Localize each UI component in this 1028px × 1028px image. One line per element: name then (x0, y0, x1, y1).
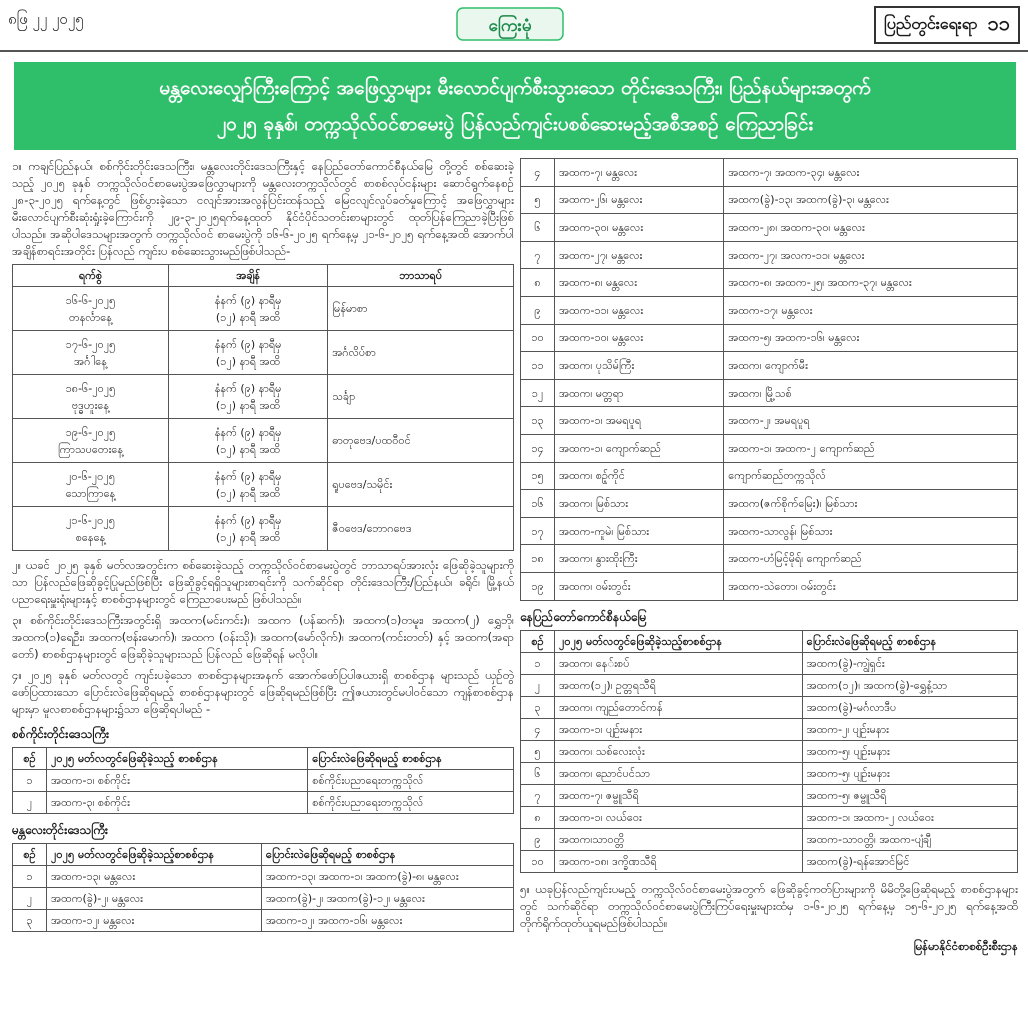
mandalay-table (12, 843, 514, 932)
schedule-row (13, 375, 514, 419)
mandalay-cont-row (521, 324, 1018, 352)
mandalay-cont-old-centre: အထက၊ မတ္တရာ (555, 379, 724, 407)
schedule-date: ၂၁-၆-၂၀၂၅ (66, 513, 115, 527)
mandalay-cont-no: ၁၅ (521, 462, 555, 490)
mandalay-cont-old-centre: အထက-၁၊ ကျောက်ဆည် (555, 434, 724, 462)
mandalay-cont-new-centre: အထက-၅၊ အထက-၁၆၊ မန္တလေး (724, 324, 1018, 352)
naypyitaw-new-centre: အထက(၁၂)၊ အထက(ခွဲ)-ရွှေနံ့သာ (802, 674, 1017, 696)
mandalay-cont-old-centre: အထက-ကူမဲ၊ မြစ်သား (555, 517, 724, 545)
schedule-date-cell (13, 507, 169, 551)
schedule-subject: ဓာတုဗေဒ/ပထဝီဝင် (328, 419, 514, 463)
naypyitaw-heading: နေပြည်တော်ကောင်စီနယ်မြေ (520, 609, 647, 624)
naypyitaw-old-centre: အထက-၁၊ ပျဉ်းမနား (555, 718, 803, 740)
schedule-time-cell (168, 463, 327, 507)
naypyitaw-new-centre: အထက(ခွဲ)-ကျွဲရှင်း (802, 652, 1017, 674)
mandalay-cont-new-centre: အထက-၈၊ အထက-၂၅၊ အထက-၃၇၊ မန္တလေး (724, 269, 1018, 297)
naypyitaw-new-centre: အထက-၅၊ ပျဉ်းမနား (802, 740, 1017, 762)
mandalay-cont-new-centre: အထက-ဟံမြင့်မိုရ်၊ ကျောက်ဆည် (724, 545, 1018, 573)
naypyitaw-old-centre: အထက၊သာဝတ္တိ (555, 828, 803, 850)
naypyitaw-old-centre: အထက၊ ကျည်တောင်ကန် (555, 696, 803, 718)
schedule-date-cell (13, 331, 169, 375)
naypyitaw-old-centre: အထက၊ ညောင်ပင်သာ (555, 762, 803, 784)
left-column (12, 158, 514, 932)
schedule-time-end: (၁၂) နာရီ အထိ (215, 486, 281, 500)
schedule-header-date: ရက်စွဲ (13, 265, 169, 287)
naypyitaw-no: ၃ (521, 696, 555, 718)
mandalay-cont-no: ၆ (521, 214, 555, 242)
schedule-day: စနေနေ့ (75, 530, 106, 544)
naypyitaw-no: ၉ (521, 828, 555, 850)
mandalay-new-centre: အထက-၁၂၊ အထက-၁၆၊ မန္တလေး (261, 910, 513, 932)
sagaing-header-old: ၂၀၂၅ မတ်လတွင်ဖြေဆိုခဲ့သည့် စာစစ်ဌာန (47, 748, 308, 770)
schedule-date: ၁၈-၆-၂၀၂၅ (65, 381, 116, 395)
paragraph-1: ၁။ ကချင်ပြည်နယ်၊ စစ်ကိုင်းတိုင်းဒေသကြီး၊ မန္တလေးတိုင်းဒေသကြီးနှင့် နေပြည်တော်ကောင်စီနယ်မြေ တို့တွင် စစ်ဆေးခဲ့သည့် ၂၀၂၅ ခုနှစ် တက္ကသိုလ်ဝင်စာမေးပွဲအဖြေလွှာများကို မန္တလေးတက္ကသိုလ်တွင် စာစစ်လုပ်ငန်းများ ဆောင်ရွက်နေစဉ် ၂၈-၃-၂၀၂၅ ရက်နေ့တွင် ဖြစ်ပွားခဲ့သော ငလျင်အားအလွန်ပြင်းထန်သည့် မြေငလျင်လှုပ်ခတ်မှုကြောင့် အဖြေလွှာများမီးလောင်ပျက်စီးဆုံးရှုံးခဲ့ကြောင်းကို ၂၉-၃-၂၀၂၅ရက်နေ့ထုတ် နိုင်ငံပိုင်သတင်းစာများတွင် ထုတ်ပြန်ကြေညာခဲ့ပြီးဖြစ်ပါသည်။ အဆိုပါဒေသများအတွက် တက္ကသိုလ်ဝင် စာမေးပွဲကို ၁၆-၆-၂၀၂၅ ရက်နေ့မှ ၂၁-၆-၂၀၂၅ ရက်နေ့အထိ အောက်ပါအချိန်စာရင်းအတိုင်း ပြန်လည် ကျင်းပ စစ်ဆေးသွားမည်ဖြစ်ပါသည်- (12, 159, 514, 258)
mandalay-cont-old-centre: အထက-၂၆၊ မန္တလေး (555, 186, 724, 214)
mandalay-cont-no: ၉ (521, 296, 555, 324)
mandalay-cont-new-centre: အထက-၂၇၊ အလက-၁၁၊ မန္တလေး (724, 241, 1018, 269)
schedule-date-cell (13, 375, 169, 419)
schedule-time-start: နံနက် (၉) နာရီမှ (214, 337, 282, 351)
mandalay-cont-row (521, 407, 1018, 435)
mandalay-cont-no: ၁၈ (521, 545, 555, 573)
mandalay-old-centre: အထက(ခွဲ)-၂၊ မန္တလေး (47, 888, 262, 910)
sagaing-header-new: ပြောင်းလဲဖြေဆိုရမည့် စာစစ်ဌာန (308, 748, 514, 770)
headline-line-1: မန္တလေးလျှော်ကြီးကြောင့် အဖြေလွှာများ မီးလောင်ပျက်စီးသွားသော တိုင်းဒေသကြီး၊ ပြည်နယ်များအတွက် (159, 77, 871, 99)
naypyitaw-new-centre: အထက-၂၊ ပျဉ်းမနား (802, 718, 1017, 740)
paragraph-3: ၃။ စစ်ကိုင်းတိုင်းဒေသကြီးအတွင်းရှိ အထက(မင်းကင်း)၊ အထက (ပန်ဆက်)၊ အထက(၁)တမူး၊ အထက(၂) ရွှေဘို၊ အထက(၁)ရေဦး၊ အထက(ဗန်းမောက်)၊ အထက (ဝန်းသို)၊ အထက(မော်လိုက်)၊ အထက(ကင်းတတ်) နှင့် အထက(အရာတော်) စာစစ်ဌာနများတွင် ဖြေဆိုခဲ့သူများသည် ပြန်လည် ဖြေဆိုရန် မလိုပါ။ (12, 613, 514, 661)
paragraph-4: ၄။ ၂၀၂၅ ခုနှစ် မတ်လတွင် ကျင်းပခဲ့သော စာစစ်ဌာနများအနက် အောက်ဖော်ပြပါဇယားရှိ စာစစ်ဌာန များသည် ယှဉ်တွဲဖော်ပြထားသော ပြောင်းလဲဖြေဆိုရမည့် စာစစ်ဌာနများတွင် ဖြေဆိုရမည်ဖြစ်ပြီး ဤဇယားတွင်မပါဝင်သော ကျန်စာစစ်ဌာနများမှာ မူလစာစစ်ဌာနများ၌သာ ဖြေဆိုရပါမည် - (12, 668, 514, 716)
schedule-time-end: (၁၂) နာရီ အထိ (215, 354, 281, 368)
mandalay-cont-old-centre: အထက၊ ဝမ်းတွင်း (555, 572, 724, 600)
mandalay-cont-old-centre: အထက-၂၇၊ မန္တလေး (555, 241, 724, 269)
schedule-subject: ဇီဝဗေဒ/ဘောဂဗေဒ (328, 507, 514, 551)
mandalay-cont-old-centre: အထက၊ ပုသိမ်ကြီး (555, 352, 724, 380)
naypyitaw-new-centre: အထက(ခွဲ)-ရန်အောင်မြင် (802, 850, 1017, 872)
mandalay-cont-new-centre: အထက(ခွဲ)-၁၃၊ အထက(ခွဲ)-၃၊ မန္တလေး (724, 186, 1018, 214)
mandalay-cont-no: ၁၃ (521, 407, 555, 435)
mandalay-cont-new-centre: အထက(ဇက်စိုက်မြေး)၊ မြစ်သား (724, 490, 1018, 518)
mandalay-row (13, 910, 514, 932)
sagaing-old-centre: အထက-၁၊ စစ်ကိုင်း (47, 770, 308, 792)
mandalay-header-no: စဉ် (13, 844, 47, 866)
naypyitaw-row (521, 740, 1018, 762)
sagaing-new-centre: စစ်ကိုင်းပညာရေးတက္ကသိုလ် (308, 770, 514, 792)
sagaing-table (12, 747, 514, 814)
mandalay-header-row (13, 844, 514, 866)
mandalay-cont-row (521, 517, 1018, 545)
sagaing-heading: စစ်ကိုင်းတိုင်းဒေသကြီး (12, 727, 110, 741)
mandalay-cont-new-centre: ကျောက်ဆည်တက္ကသိုလ် (724, 462, 1018, 490)
schedule-date-cell (13, 287, 169, 331)
sagaing-old-centre: အထက-၃၊ စစ်ကိုင်း (47, 792, 308, 814)
mandalay-cont-old-centre: အထက-၇၊ မန္တလေး (555, 159, 724, 187)
naypyitaw-old-centre: အထက-၇၊ ဇမ္ဗူသီရိ (555, 784, 803, 806)
naypyitaw-new-centre: အထက(ခွဲ)-မင်္ဂလာဒီပ (802, 696, 1017, 718)
naypyitaw-row (521, 762, 1018, 784)
naypyitaw-no: ၇ (521, 784, 555, 806)
mandalay-cont-row (521, 186, 1018, 214)
schedule-day: ဗုဒ္ဓဟူးနေ့ (71, 398, 110, 412)
naypyitaw-header-row (521, 630, 1018, 652)
schedule-day: သောကြာနေ့ (65, 486, 116, 500)
schedule-row (13, 287, 514, 331)
mandalay-no: ၁ (13, 866, 47, 888)
mandalay-cont-new-centre: အထက-သဲတော၊ ဝမ်းတွင်း (724, 572, 1018, 600)
mandalay-cont-no: ၁၇ (521, 517, 555, 545)
top-rule (0, 50, 1028, 52)
mandalay-old-centre: အထက-၁၃၊ မန္တလေး (47, 866, 262, 888)
naypyitaw-no: ၂ (521, 674, 555, 696)
naypyitaw-no: ၁၀ (521, 850, 555, 872)
schedule-time-start: နံနက် (၉) နာရီမှ (214, 469, 282, 483)
naypyitaw-table (520, 630, 1018, 873)
section-name: ပြည်တွင်းရေးရာ (884, 14, 978, 33)
mandalay-row (13, 888, 514, 910)
schedule-row (13, 507, 514, 551)
mandalay-cont-row (521, 545, 1018, 573)
sagaing-no: ၁ (13, 770, 47, 792)
naypyitaw-row (521, 850, 1018, 872)
mandalay-cont-old-centre: အထက-၁၀၊ မန္တလေး (555, 324, 724, 352)
schedule-time-end: (၁၂) နာရီ အထိ (215, 310, 281, 324)
sagaing-row (13, 792, 514, 814)
schedule-date: ၁၉-၆-၂၀၂၅ (65, 425, 116, 439)
naypyitaw-row (521, 674, 1018, 696)
naypyitaw-no: ၈ (521, 806, 555, 828)
mandalay-cont-new-centre: အထက၊ ကျောက်မီး (724, 352, 1018, 380)
mandalay-heading: မန္တလေးတိုင်းဒေသကြီး (12, 823, 108, 837)
naypyitaw-new-centre: အထက-၁၊ အထက-၂ လယ်ဝေး (802, 806, 1017, 828)
mandalay-cont-new-centre: အထက-၂၊ အမရပူရ (724, 407, 1018, 435)
mandalay-cont-row (521, 352, 1018, 380)
mandalay-cont-row (521, 379, 1018, 407)
mandalay-cont-row (521, 296, 1018, 324)
schedule-date: ၁၇-၆-၂၀၂၅ (65, 337, 116, 351)
schedule-time-cell (168, 507, 327, 551)
schedule-time-end: (၁၂) နာရီ အထိ (215, 398, 281, 412)
mandalay-table-continued (520, 158, 1018, 601)
mandalay-cont-no: ၅ (521, 186, 555, 214)
naypyitaw-new-centre: အထက-သာဝတ္တိ၊ အထက-ပျံချီ (802, 828, 1017, 850)
schedule-row (13, 419, 514, 463)
naypyitaw-no: ၆ (521, 762, 555, 784)
mandalay-row (13, 866, 514, 888)
paragraph-5: ၅။ ယခုပြန်လည်ကျင်းပမည့် တက္ကသိုလ်ဝင်စာမေးပွဲအတွက် ဖြေဆိုခွင့်ကတ်ပြားများကို မိမိတို့ဖြေဆိုရမည့် စာစစ်ဌာနများတွင် သက်ဆိုင်ရာ တက္ကသိုလ်ဝင်စာမေးပွဲကြီးကြပ်ရေးမှူးများထံမှ ၁-၆-၂၀၂၅ ရက်နေ့မှ ၁၅-၆-၂၀၂၅ ရက်နေ့အထိ တိုက်ရိုက်ထုတ်ယူရမည်ဖြစ်ပါသည်။ (520, 881, 1018, 930)
mandalay-cont-no: ၁၂ (521, 379, 555, 407)
sagaing-row (13, 770, 514, 792)
mandalay-new-centre: အထက-၁၃၊ အထက-၁၊ အထက(ခွဲ)-၈၊ မန္တလေး (261, 866, 513, 888)
mandalay-cont-old-centre: အထက၊ မြစ်သား (555, 490, 724, 518)
mandalay-old-centre: အထက-၁၂၊ မန္တလေး (47, 910, 262, 932)
schedule-subject: မြန်မာစာ (328, 287, 514, 331)
mandalay-cont-new-centre: အထက-၁၇၊ မန္တလေး (724, 296, 1018, 324)
naypyitaw-old-centre: အထက(၁၂)၊ ဥတ္တရသီရိ (555, 674, 803, 696)
mandalay-cont-old-centre: အထက-၃၀၊ မန္တလေး (555, 214, 724, 242)
mandalay-cont-no: ၇ (521, 241, 555, 269)
schedule-time-start: နံနက် (၉) နာရီမှ (214, 425, 282, 439)
mandalay-cont-new-centre: အထက-သာလွန်၊ မြစ်သား (724, 517, 1018, 545)
schedule-date-cell (13, 419, 169, 463)
mandalay-cont-old-centre: အထက-၈၊ မန္တလေး (555, 269, 724, 297)
schedule-time-cell (168, 375, 327, 419)
mandalay-cont-new-centre: အထက-၁၊ အထက-၂ ကျောက်ဆည် (724, 434, 1018, 462)
mandalay-cont-new-centre: အထက၊ မြို့သစ် (724, 379, 1018, 407)
schedule-time-cell (168, 331, 327, 375)
schedule-time-start: နံနက် (၉) နာရီမှ (214, 513, 282, 527)
schedule-day: တနင်္လာနေ့ (69, 310, 112, 324)
naypyitaw-row (521, 652, 1018, 674)
mandalay-cont-old-centre: အထက-၁၊ အမရပူရ (555, 407, 724, 435)
kyemon-logo-icon (455, 4, 565, 44)
sagaing-header-no: စဉ် (13, 748, 47, 770)
mandalay-cont-old-centre: အထက၊ နွားထိုးကြီး (555, 545, 724, 573)
naypyitaw-row (521, 718, 1018, 740)
mandalay-no: ၃ (13, 910, 47, 932)
issue-date: ၈ဖြ ၂၂ ၂၀၂၅ (8, 10, 84, 28)
mandalay-no: ၂ (13, 888, 47, 910)
page-number: ၁၁ (987, 11, 1010, 35)
naypyitaw-old-centre: အထက-၁၈၊ ဒက္ခိဏသီရိ (555, 850, 803, 872)
schedule-row (13, 463, 514, 507)
mandalay-cont-no: ၁၄ (521, 434, 555, 462)
mandalay-cont-no: ၁၀ (521, 324, 555, 352)
mandalay-cont-no: ၁၁ (521, 352, 555, 380)
mandalay-new-centre: အထက(ခွဲ)-၂၊ အထက(ခွဲ)-၁၂၊ မန္တလေး (261, 888, 513, 910)
mandalay-cont-no: ၁၆ (521, 490, 555, 518)
schedule-date: ၂၀-၆-၂၀၂၅ (66, 469, 115, 483)
naypyitaw-old-centre: အထက၊ နေ်းစပ် (555, 652, 803, 674)
schedule-time-start: နံနက် (၉) နာရီမှ (214, 293, 282, 307)
mandalay-header-new: ပြောင်းလဲဖြေဆိုရမည့် စာစစ်ဌာန (261, 844, 513, 866)
schedule-day: ကြာသပတေးနေ့ (57, 442, 124, 456)
mandalay-cont-new-centre: အထက-၂၈၊ အထက-၃၀၊ မန္တလေး (724, 214, 1018, 242)
naypyitaw-header-no: စဉ် (521, 630, 555, 652)
schedule-subject: ရူပဗေဒ/သမိုင်း (328, 463, 514, 507)
mandalay-cont-no: ၁၉ (521, 572, 555, 600)
schedule-header-row (13, 265, 514, 287)
schedule-subject: အင်္ဂလိပ်စာ (328, 331, 514, 375)
sagaing-no: ၂ (13, 792, 47, 814)
mandalay-cont-row (521, 214, 1018, 242)
mandalay-header-old: ၂၀၂၅ မတ်လတွင်ဖြေဆိုခဲ့သည့်စာစစ်ဌာန (47, 844, 262, 866)
headline-banner (14, 62, 1016, 150)
mandalay-cont-no: ၄ (521, 159, 555, 187)
mandalay-cont-row (521, 462, 1018, 490)
right-column (520, 158, 1018, 955)
naypyitaw-no: ၅ (521, 740, 555, 762)
section-label (874, 6, 1020, 44)
schedule-header-time: အချိန် (168, 265, 327, 287)
naypyitaw-new-centre: အထက-၅၊ ဇမ္ဗူသီရိ (802, 784, 1017, 806)
naypyitaw-new-centre: အထက-၅၊ ပျဉ်းမနား (802, 762, 1017, 784)
schedule-time-cell (168, 287, 327, 331)
naypyitaw-header-old: ၂၀၂၅ မတ်လတွင်ဖြေဆိုခဲ့သည့်စာစစ်ဌာန (555, 630, 803, 652)
naypyitaw-no: ၄ (521, 718, 555, 740)
mandalay-cont-row (521, 490, 1018, 518)
mandalay-cont-row (521, 572, 1018, 600)
naypyitaw-header-new: ပြောင်းလဲဖြေဆိုရမည့် စာစစ်ဌာန (802, 630, 1017, 652)
paragraph-2: ၂။ ယခင် ၂၀၂၅ ခုနှစ် မတ်လအတွင်းက စစ်ဆေးခဲ့သည့် တက္ကသိုလ်ဝင်စာမေးပွဲတွင် ဘာသာရပ်အားလုံး ဖြေဆိုခဲ့သူများကိုသာ ပြန်လည်ဖြေဆိုခွင့်ပြုမည်ဖြစ်ပြီး ဖြေဆိုခွင့်ရရှိသူများစာရင်းကို သက်ဆိုင်ရာ တိုင်းဒေသကြီး/ပြည်နယ်၊ ခရိုင်၊ မြို့နယ် ပညာရေးမှူးရုံးများနှင့် စာစစ်ဌာနများတွင် ကြေညာပေးမည် ဖြစ်ပါသည်။ (12, 558, 514, 606)
masthead-logo (455, 4, 565, 44)
schedule-row (13, 331, 514, 375)
mandalay-cont-new-centre: အထက-၇၊ အထက-၃၄၊ မန္တလေး (724, 159, 1018, 187)
sagaing-header-row (13, 748, 514, 770)
naypyitaw-row (521, 806, 1018, 828)
signature: မြန်မာနိုင်ငံစာစစ်ဦးစီးဌာန (913, 938, 1018, 953)
naypyitaw-row (521, 784, 1018, 806)
exam-schedule-table (12, 264, 514, 551)
naypyitaw-row (521, 696, 1018, 718)
mandalay-cont-row (521, 241, 1018, 269)
naypyitaw-old-centre: အထက-၁၊ လယ်ဝေး (555, 806, 803, 828)
schedule-time-cell (168, 419, 327, 463)
mandalay-cont-no: ၈ (521, 269, 555, 297)
mandalay-cont-row (521, 159, 1018, 187)
schedule-header-subject: ဘာသာရပ် (328, 265, 514, 287)
mandalay-cont-row (521, 434, 1018, 462)
naypyitaw-row (521, 828, 1018, 850)
mandalay-cont-old-centre: အထက၊ စဉ့်ကိုင် (555, 462, 724, 490)
sagaing-new-centre: စစ်ကိုင်းပညာရေးတက္ကသိုလ် (308, 792, 514, 814)
schedule-day: အင်္ဂါနေ့ (74, 354, 107, 368)
mandalay-cont-row (521, 269, 1018, 297)
schedule-date: ၁၆-၆-၂၀၂၅ (65, 293, 116, 307)
masthead-text: ကြေးမုံ (488, 16, 532, 36)
naypyitaw-no: ၁ (521, 652, 555, 674)
schedule-time-end: (၁၂) နာရီ အထိ (215, 530, 281, 544)
mandalay-cont-old-centre: အထက-၁၁၊ မန္တလေး (555, 296, 724, 324)
naypyitaw-old-centre: အထက၊ သစ်လေးလုံး (555, 740, 803, 762)
schedule-subject: သင်္ချာ (328, 375, 514, 419)
schedule-date-cell (13, 463, 169, 507)
top-bar (0, 0, 1028, 54)
schedule-time-start: နံနက် (၉) နာရီမှ (214, 381, 282, 395)
schedule-time-end: (၁၂) နာရီ အထိ (215, 442, 281, 456)
headline-line-2: ၂၀၂၅ ခုနှစ်၊ တက္ကသိုလ်ဝင်စာမေးပွဲ ပြန်လည်ကျင်းပစစ်ဆေးမည့်အစီအစဉ် ကြေညာခြင်း (216, 113, 814, 135)
